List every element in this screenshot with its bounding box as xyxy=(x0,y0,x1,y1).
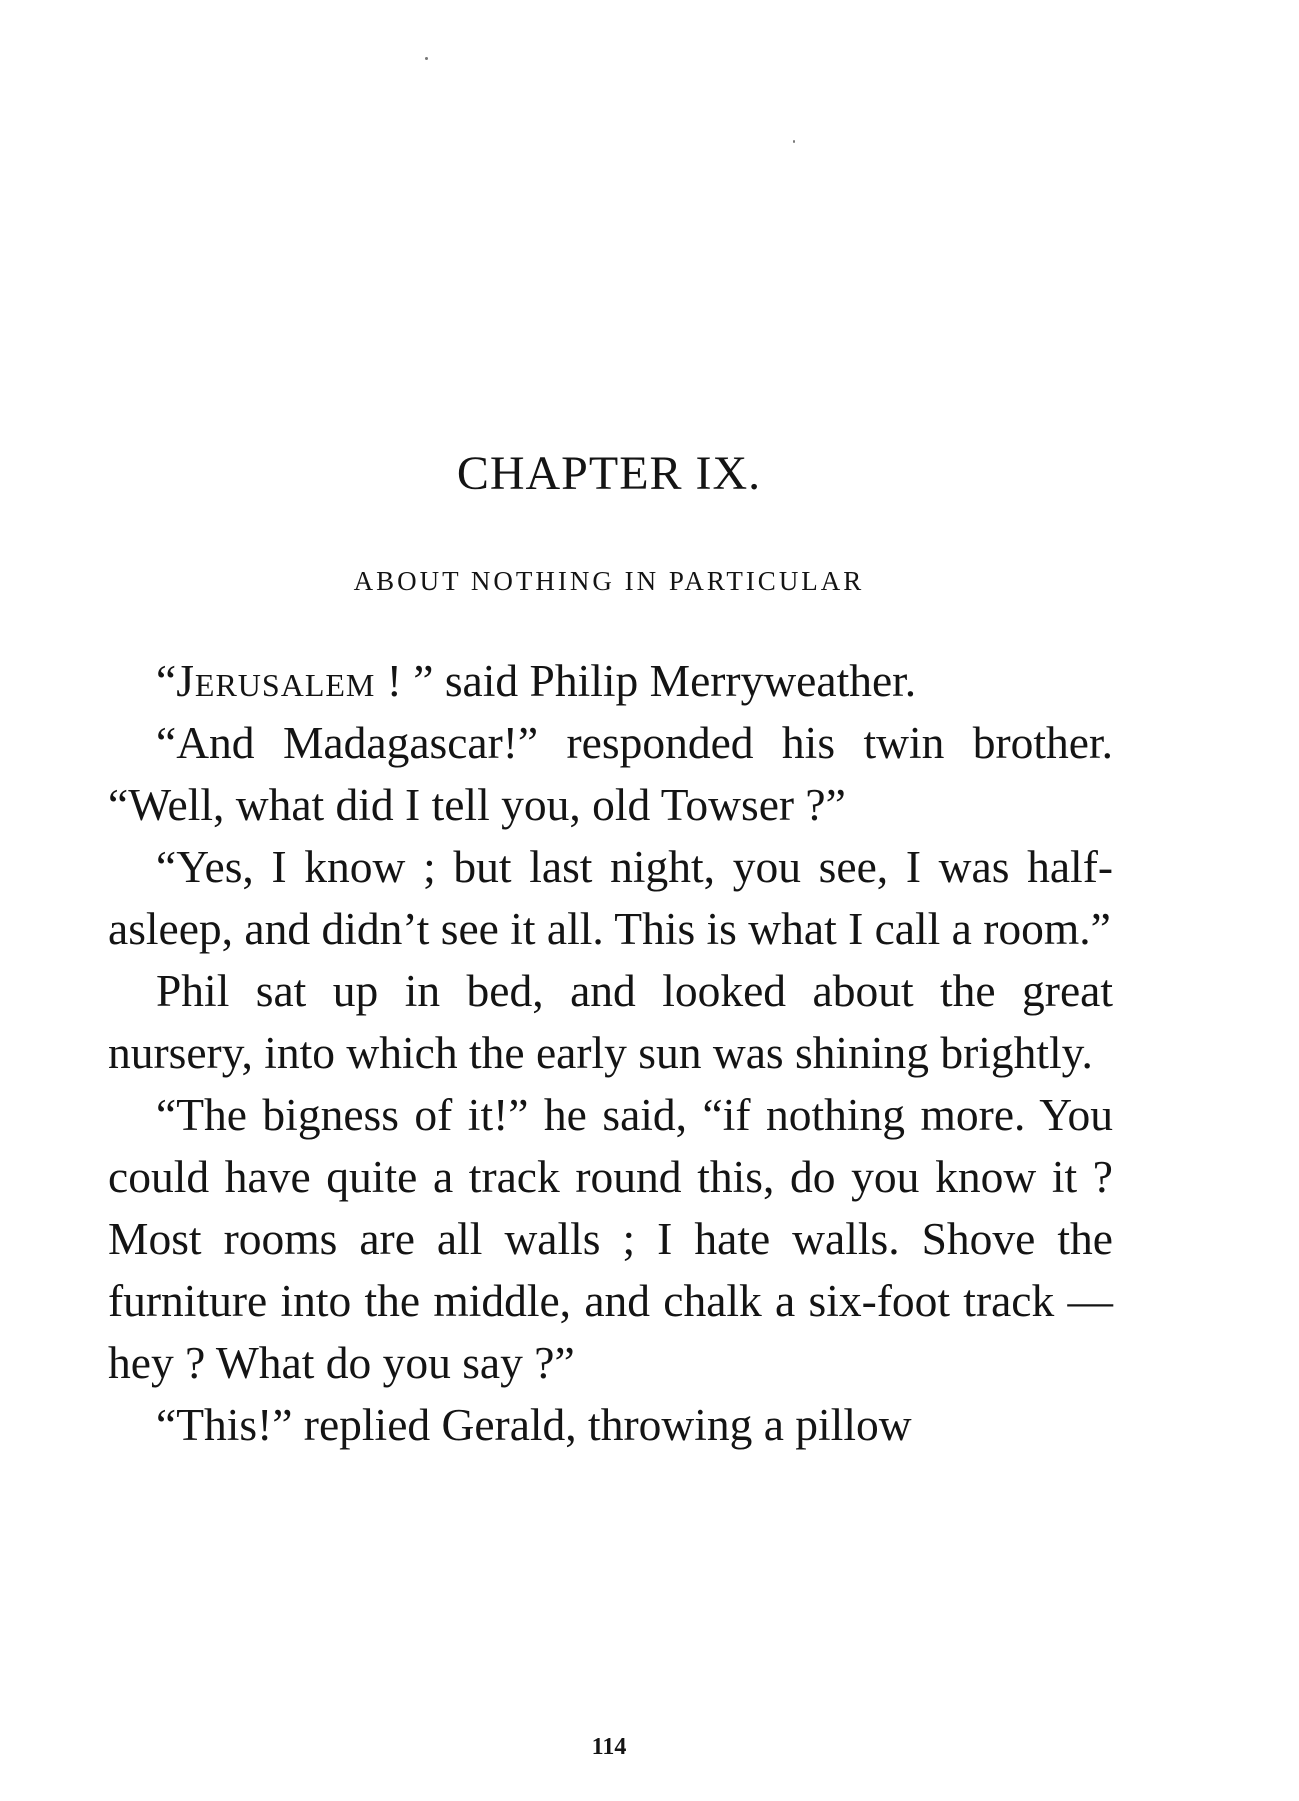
paragraph xyxy=(108,650,1113,712)
paragraph: “This!” replied Gerald, throwing a pillow xyxy=(156,1399,912,1450)
paragraph: “The bigness of it!” he said, “if nothing more. You could have quite a track round this, do you know it ? Most rooms are all walls ; I hate walls. Shove the furniture into the middle, and chalk a six-foot track — hey ? What do you say ?” xyxy=(108,1089,1113,1388)
paragraph: “Yes, I know ; but last night, you see, I was half-asleep, and didn’t see it all. This is what I call a room.” xyxy=(108,841,1113,954)
print-speck xyxy=(793,140,795,143)
paragraph: Phil sat up in bed, and looked about the great nursery, into which the early sun was shining brightly. xyxy=(108,965,1113,1078)
page-number: 114 xyxy=(591,1734,627,1760)
paragraph: “And Madagascar!” responded his twin brother. “Well, what did I tell you, old Towser ?” xyxy=(108,717,1113,830)
opening-quote: “ xyxy=(156,655,177,706)
paragraph-text: ! ” said Philip Merryweather. xyxy=(375,655,917,706)
body-text xyxy=(108,650,1113,1456)
print-speck xyxy=(425,57,428,60)
chapter-title: CHAPTER IX. xyxy=(456,447,762,500)
chapter-subtitle: ABOUT NOTHING IN PARTICULAR xyxy=(353,566,865,596)
smallcaps-word: Jerusalem xyxy=(176,655,376,706)
